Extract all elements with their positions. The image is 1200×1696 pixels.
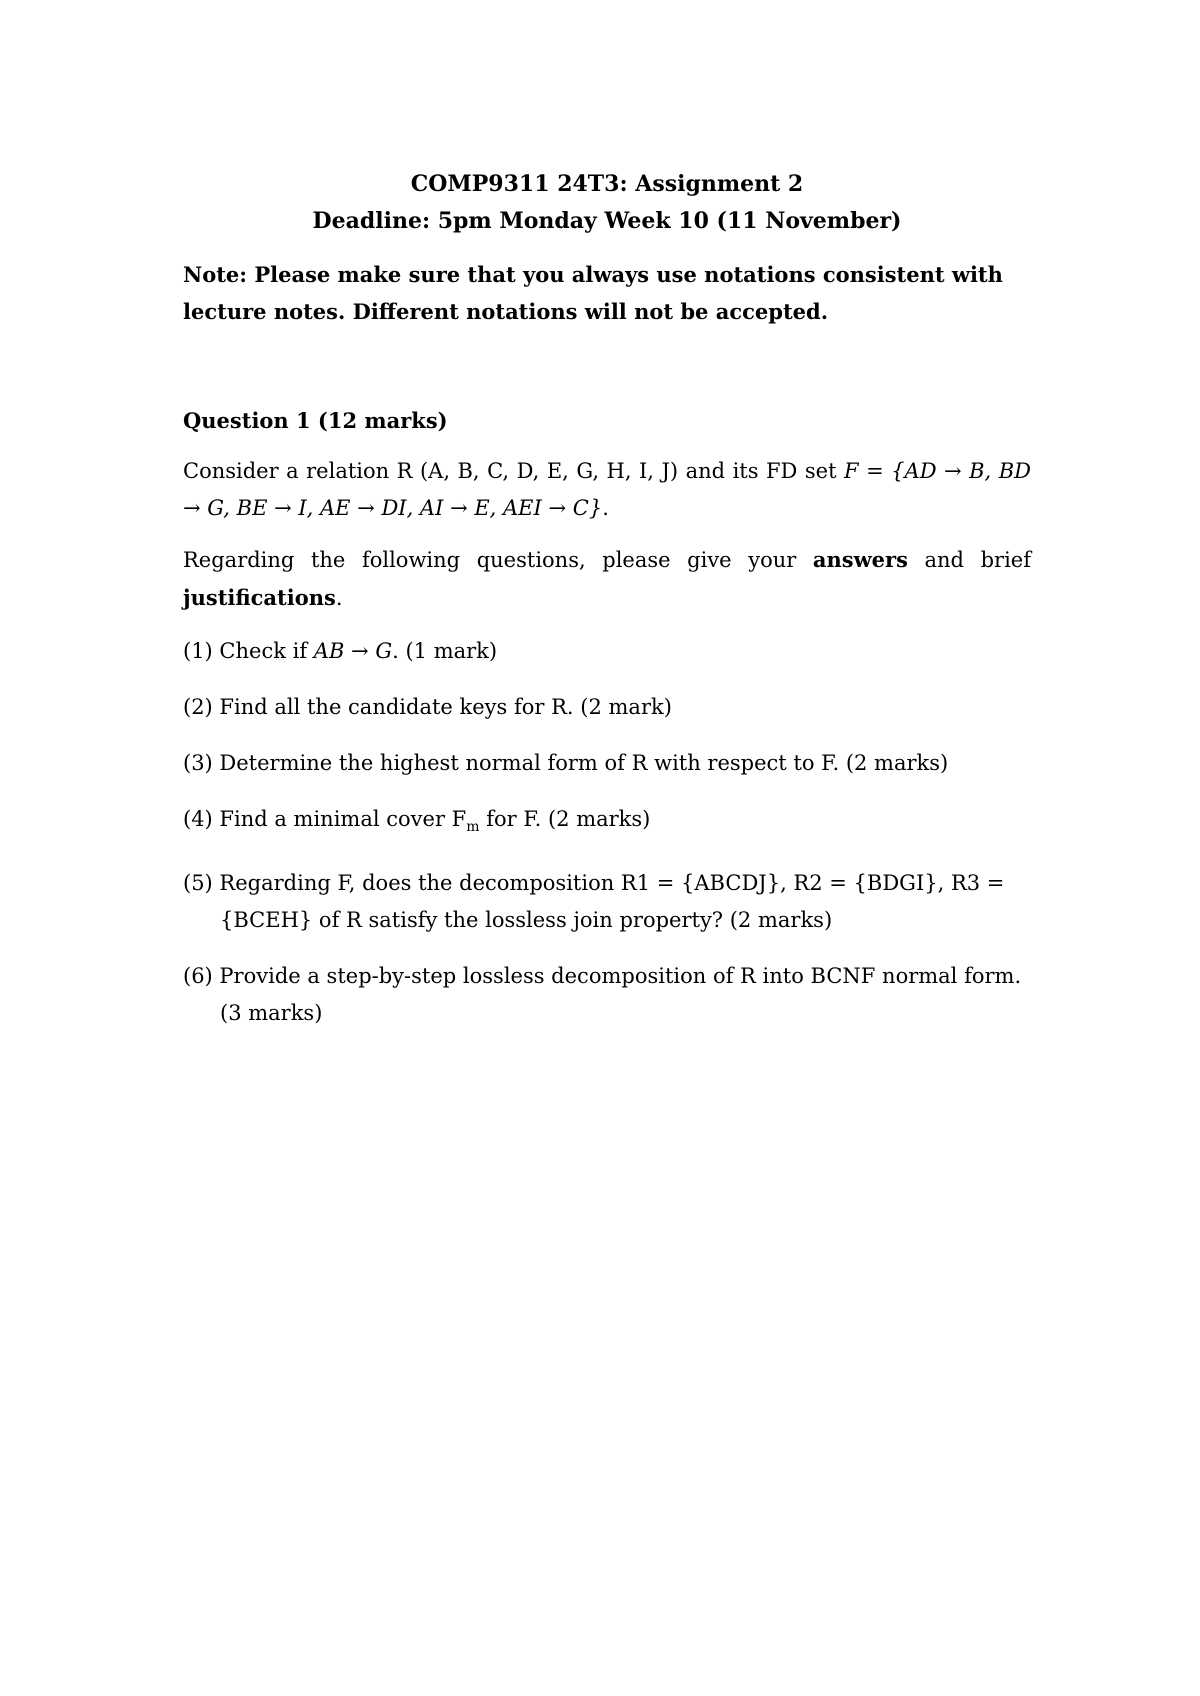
sub-question-4 bbox=[183, 801, 1031, 846]
assignment-title: COMP9311 24T3: Assignment 2 bbox=[410, 171, 804, 197]
sub-question-4-pre: (4) Find a minimal cover bbox=[183, 807, 452, 831]
sub-question-5: (5) Regarding F, does the decomposition R1 = {ABCDJ}, R2 = {BDGI}, R3 = {BCEH} of R satisfy the lossless join property? (2 marks) bbox=[183, 871, 1005, 933]
instructions-text-post: . bbox=[335, 586, 343, 610]
sub-question-2: (2) Find all the candidate keys for R. (2 mark) bbox=[183, 695, 672, 719]
sub-question-4-post: for F. (2 marks) bbox=[479, 807, 651, 831]
sub-question-6: (6) Provide a step-by-step lossless decomposition of R into BCNF normal form. (3 marks) bbox=[183, 964, 1022, 1026]
relation-schema: R (A, B, C, D, E, G, H, I, J) bbox=[396, 459, 679, 483]
question-1-intro bbox=[183, 453, 1031, 527]
sub-question-3: (3) Determine the highest normal form of R with respect to F. (2 marks) bbox=[183, 751, 949, 775]
instructions-justifications: justifications bbox=[183, 585, 336, 610]
notation-note: Note: Please make sure that you always use notations consistent with lecture notes. Different notations will not be accepted. bbox=[183, 262, 1003, 324]
sub-question-1 bbox=[183, 633, 1031, 670]
sub-question-list bbox=[183, 633, 1031, 1032]
instructions-answers: answers bbox=[812, 547, 908, 572]
question-1-instructions bbox=[183, 541, 1031, 617]
minimal-cover-subscript: m bbox=[466, 819, 480, 836]
fd-set: F = {AD → B, BD → G, BE → I, AE → DI, AI → E, AEI → C} bbox=[183, 459, 1031, 520]
question-1-heading: Question 1 (12 marks) bbox=[183, 408, 448, 433]
intro-text-pre: Consider a relation bbox=[183, 459, 397, 483]
intro-text-mid: and its FD set bbox=[678, 459, 845, 483]
instructions-text-mid: and brief bbox=[907, 548, 1031, 572]
sub-question-1-fd: AB → G bbox=[313, 639, 393, 663]
sub-question-1-pre: (1) Check if bbox=[183, 639, 314, 663]
document-content bbox=[183, 166, 1031, 1032]
intro-text-post: . bbox=[602, 496, 609, 520]
sub-question-1-post: . (1 mark) bbox=[392, 639, 498, 663]
deadline-title: Deadline: 5pm Monday Week 10 (11 November) bbox=[312, 208, 902, 234]
instructions-text-pre: Regarding the following questions, please give your bbox=[183, 548, 813, 572]
minimal-cover-symbol: F bbox=[451, 807, 467, 831]
